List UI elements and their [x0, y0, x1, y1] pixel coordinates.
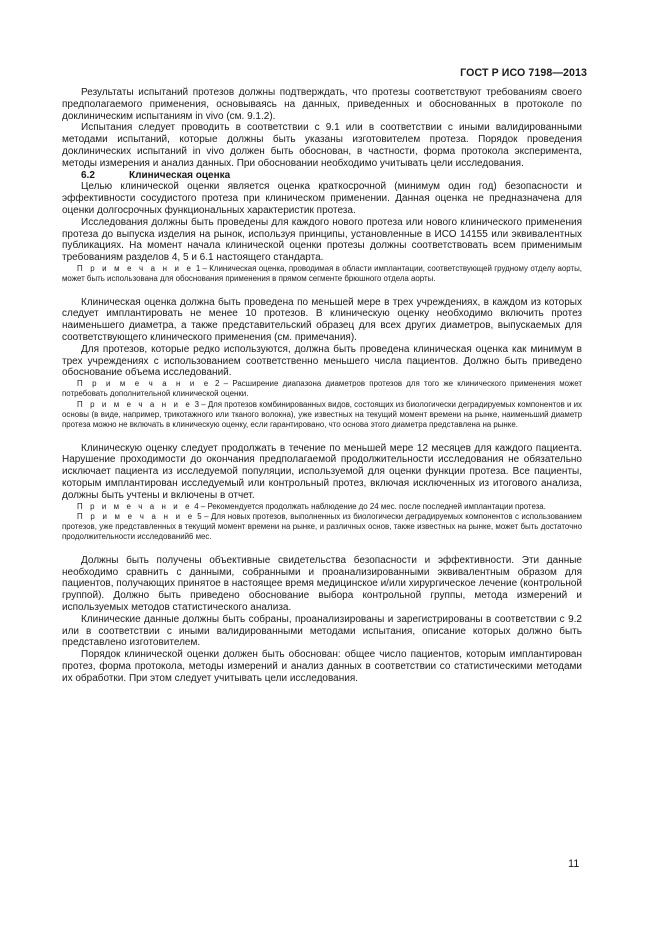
note-text: Для новых протезов, выполненных из биологически деградируемых компонентов с использованием протезов, уже представленных в текущий момент времени на рынке, и различных основ, также известных на рынке, может быть достаточно продолжительности исследований6 мес. — [62, 511, 582, 542]
note-label: П р и м е ч а н и е — [77, 399, 193, 409]
paragraph: Испытания следует проводить в соответствии с 9.1 или в соответствии с иными валидированными методами испытаний, которые должны быть указаны изготовителем протеза. Порядок проведения доклинических испытаний in vivo должен быть обоснован, в частности, форма протокола эксперимента, методы измерения и анализ данных. При обосновании необходимо учитывать цели исследования. — [62, 122, 582, 169]
note-text: Клиническая оценка, проводимая в области имплантации, соответствующей грудному отделу аорты, может быть использована для обоснования применения в прямом сегменте брюшного отдела аорты. — [62, 263, 582, 284]
spacer — [62, 285, 582, 297]
note-label: П р и м е ч а н и е — [77, 511, 195, 521]
paragraph: Клиническую оценку следует продолжать в течение по меньшей мере 12 месяцев для каждого пациента. Нарушение проходимости до окончания предполагаемой продолжительности исследования не обязательно исключает пациента из исследуемой популяции, используемой для оценки функции протеза. Все пациенты, которым имплантирован исследуемый или контрольный протез, включая исключенных из итогового анализа, должны быть учтены и включены в отчет. — [62, 442, 582, 501]
section-number: 6.2 — [81, 169, 95, 181]
paragraph: Клиническая оценка должна быть проведена по меньшей мере в трех учреждениях, в каждом из которых следует имплантировать не менее 10 протезов. В клиническую оценку необходимо включить протез наименьшего диаметра, а также представительский образец для всех других диаметров, выпускаемых для соответствующего клинического применения (см. примечания). — [62, 296, 582, 343]
note-number: 1 — [195, 263, 201, 273]
paragraph: Должны быть получены объективные свидетельства безопасности и эффективности. Эти данные необходимо сравнить с данными, собранными и проанализированными эквивалентным образом для пациентов, получающих принятое в настоящее время медицинское и/или хирургическое лечение (контрольной группой). Должно быть приведено обоснование выбора контрольной группы, метода измерений и используемых методов статистического анализа. — [62, 554, 583, 613]
section-title: Клиническая оценка — [129, 169, 231, 181]
section-heading — [62, 170, 582, 182]
paragraph: Клинические данные должны быть собраны, проанализированы и зарегистрированы в соответствии с 9.2 или в соответствии с иными валидированными методами испытания, описание которых должно быть представлено изготовителем. — [62, 613, 582, 649]
note-text: Для протезов комбинированных видов, состоящих из биологически деградируемых компонентов и их основы (в виде, например, трикотажного или ткaного волокна), уже известных на текущий момент времени на рынке, наименьший диаметр протеза можно не включать в клиническую оценку, если гарантировано, что основа этого диаметра представлена на рынке. — [62, 399, 582, 430]
note: П р и м е ч а н и е 5 – Для новых протезов, выполненных из биологически деградируемых компонентов с использованием протезов, уже представленных в текущий момент времени на рынке, и различных основ, также известных на рынке, может быть достаточно продолжительности исследований6 мес. — [62, 511, 582, 542]
paragraph: Порядок клинической оценки должен быть обоснован: общее число пациентов, которым имплантирован протез, форма протокола, методы измерений и анализ данных в соответствии со статистическими методами их обработки. При этом следует учитывать цели исследования. — [62, 649, 582, 684]
note-label: П р и м е ч а н и е — [77, 379, 211, 389]
note-label: П р и м е ч а н и е — [77, 501, 193, 511]
note-number: 2 — [215, 379, 220, 389]
note: П р и м е ч а н и е 3 – Для протезов комбинированных видов, состоящих из биологически деградируемых компонентов и их основы (в виде, например, трикотажного или ткaного волокна), уже известных на текущий момент времени на рынке, наименьший диаметр протеза можно не включать в клиническую оценку, если гарантировано, что основа этого диаметра представлена на рынке. — [62, 399, 582, 430]
note-number: 4 — [194, 501, 199, 511]
paragraph: Для протезов, которые редко используются, должна быть проведена клиническая оценка как минимум в трех учреждениях с использованием соответственно меньшего числа пациентов. Должно быть приведено обоснование объема исследований. — [62, 343, 582, 379]
paragraph: Результаты испытаний протезов должны подтверждать, что протезы соответствуют требованиям своего предполагаемого применения, основываясь на данных, приведенных и обоснованных в протоколе по доклиническим испытаниям in vivo (см. 9.1.2). — [62, 87, 582, 122]
note-number: 5 — [197, 511, 202, 521]
note: П р и м е ч а н и е 4 – Рекомендуется продолжать наблюдение до 24 мес. после последней имплантации протеза. — [77, 501, 546, 511]
document-code-header: ГОСТ Р ИСО 7198—2013 — [460, 67, 587, 79]
document-body — [62, 87, 582, 685]
spacer — [62, 431, 582, 443]
spacer — [62, 543, 582, 555]
note: П р и м е ч а н и е 1 – Клиническая оценка, проводимая в области имплантации, соответствующей грудному отделу аорты, может быть использована для обоснования применения в прямом сегменте брюшного отдела аорты. — [62, 263, 582, 284]
paragraph: Целью клинической оценки является оценка краткосрочной (минимум один год) безопасности и эффективности сосудистого протеза при клиническом применении. Данная оценка не предназначена для оценки долгосрочных функциональных характеристик протеза. — [62, 181, 582, 216]
note: П р и м е ч а н и е 2 – Расширение диапазона диаметров протезов для того же клинического применения может потребовать дополнительной клинической оценки. — [62, 379, 582, 399]
note-label: П р и м е ч а н и е — [77, 263, 194, 273]
paragraph: Исследования должны быть проведены для каждого нового протеза или нового клинического применения протеза до выпуска изделия на рынок, используя принципы, установленные в ИСО 14155 или эквивалентных публикациях. На момент начала клинической оценки протезы должны соответствовать всем применимым требованиям разделов 4, 5 и 6.1 настоящего стандарта. — [62, 216, 582, 264]
page-number: 11 — [568, 858, 580, 870]
note-text: Рекомендуется продолжать наблюдение до 24 мес. после последней имплантации протеза. — [207, 501, 546, 511]
note-text: Расширение диапазона диаметров протезов для того же клинического применения может потребовать дополнительной клинической оценки. — [62, 379, 582, 399]
note-number: 3 — [194, 399, 199, 409]
